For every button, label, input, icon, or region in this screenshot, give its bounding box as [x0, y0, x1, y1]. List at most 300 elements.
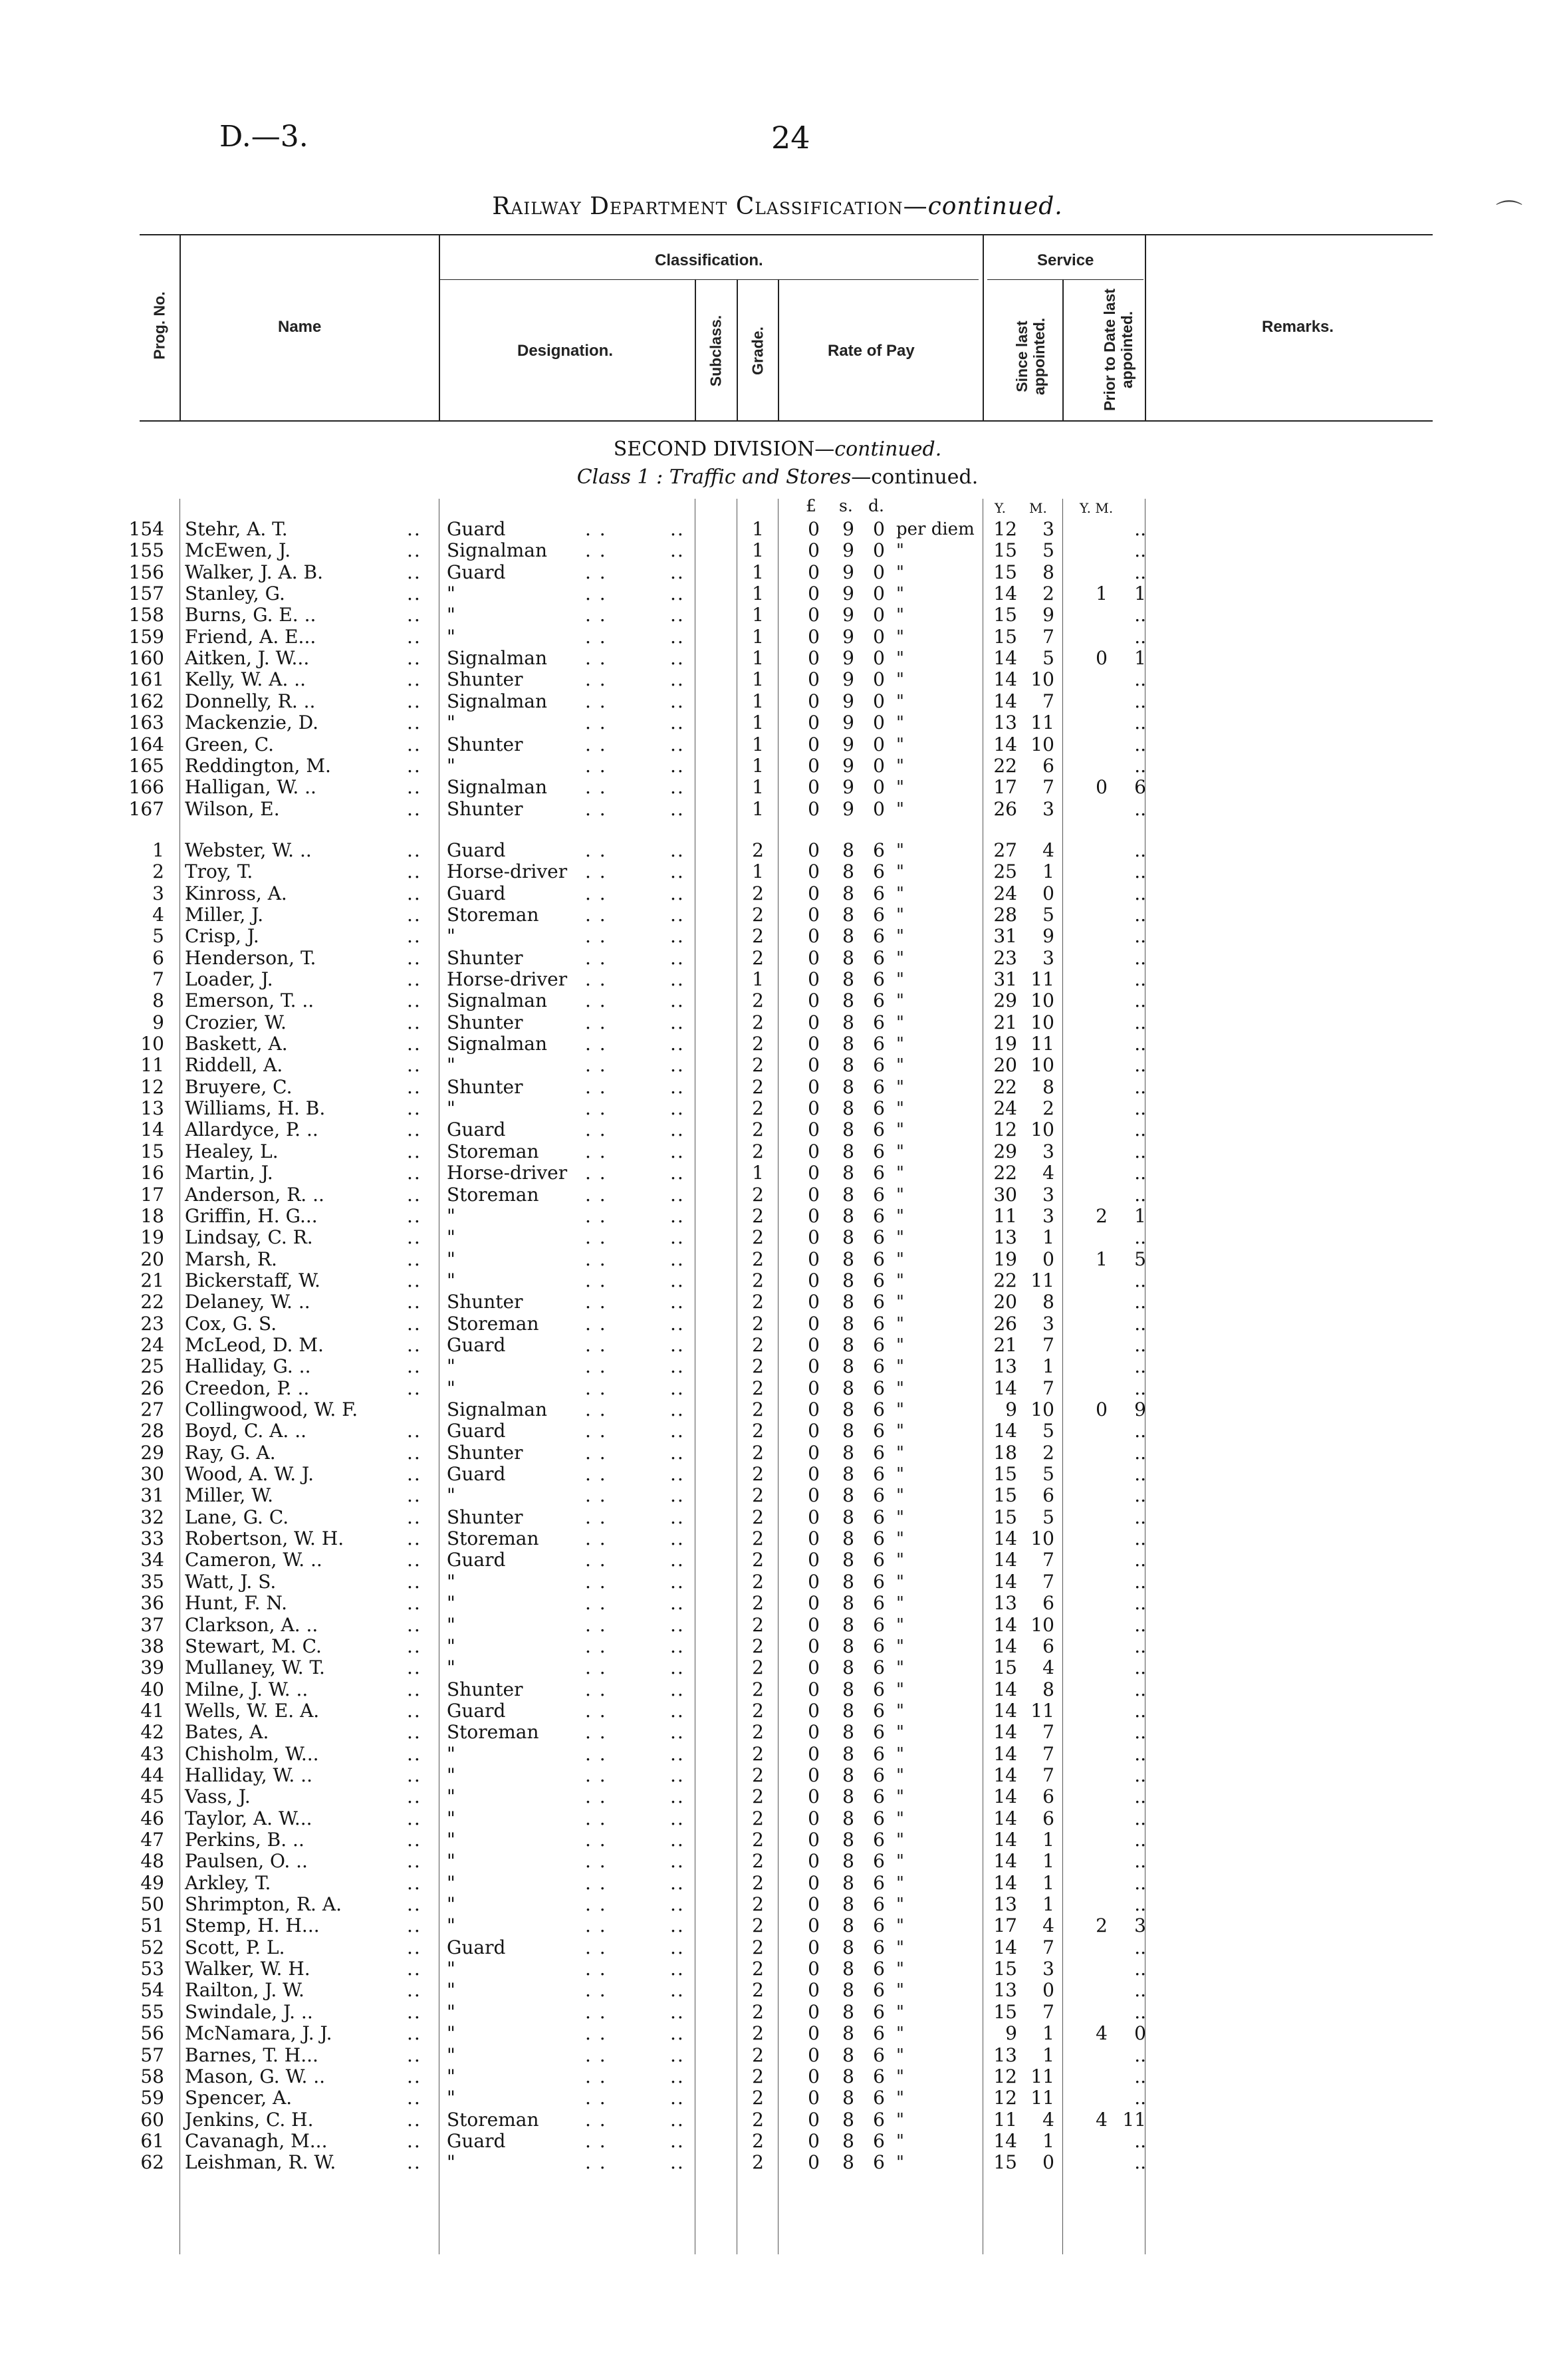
since-years: 14	[993, 1936, 1017, 1958]
since-months: 10	[1030, 1054, 1054, 1077]
table-row	[0, 1485, 1555, 1506]
designation: "	[447, 583, 455, 605]
prior-months: 1	[1134, 1204, 1146, 1227]
pay-period: "	[896, 1593, 904, 1614]
section-subheading	[0, 465, 1555, 489]
pay-pence: 0	[873, 604, 885, 626]
pay-pounds: 0	[808, 1054, 820, 1077]
leader-dots: ..	[670, 1721, 685, 1744]
leader-dots: ..	[670, 733, 685, 755]
leader-dots: ..	[670, 1075, 685, 1098]
pay-pence: 6	[873, 1979, 885, 2002]
leader-dots: ..	[407, 561, 421, 583]
since-months: 8	[1042, 561, 1054, 583]
employee-name: Friend, A. E...	[185, 625, 316, 648]
leader-dots: ..	[407, 1011, 421, 1033]
prog-no: 45	[140, 1785, 164, 1808]
grade: 2	[752, 2108, 764, 2131]
since-months: 7	[1042, 2000, 1054, 2023]
leader-dots: ..	[670, 1764, 685, 1786]
pay-pence: 6	[873, 1936, 885, 1958]
header-since-last: Since last appointed.	[1013, 317, 1048, 396]
employee-name: Bates, A.	[185, 1721, 269, 1744]
since-years: 11	[993, 2108, 1017, 2131]
since-years: 12	[993, 2087, 1017, 2109]
designation: Guard	[447, 1420, 506, 1442]
since-months: 1	[1042, 1355, 1054, 1378]
pay-pounds: 0	[808, 1635, 820, 1657]
leader-dots: ..	[407, 1119, 421, 1141]
since-months: 10	[1030, 1613, 1054, 1636]
since-months: 10	[1030, 668, 1054, 691]
prior-years: 0	[1096, 647, 1108, 670]
pay-pounds: 0	[808, 860, 820, 883]
grade: 2	[752, 1333, 764, 1356]
pay-pounds: 0	[808, 925, 820, 948]
designation: Horse-driver	[447, 1162, 568, 1184]
leader-dots: ..	[670, 668, 685, 691]
employee-name: Swindale, J. ..	[185, 2000, 313, 2023]
table-row	[0, 1206, 1555, 1227]
since-months: 0	[1042, 2151, 1054, 2174]
since-years: 14	[993, 1613, 1017, 1636]
leader-dots: . .	[585, 839, 607, 861]
leader-dots: ..	[407, 647, 421, 670]
leader-dots: . .	[585, 1871, 607, 1894]
prior-years: 4	[1096, 2022, 1108, 2045]
leader-dots: ..	[670, 1549, 685, 1571]
pay-pounds: 0	[808, 1441, 820, 1464]
leader-dots: ..	[407, 1269, 421, 1291]
prior-months: 1	[1134, 583, 1146, 605]
since-years: 15	[993, 561, 1017, 583]
pay-pounds: 0	[808, 2129, 820, 2152]
grade: 2	[752, 1979, 764, 2002]
grade: 2	[752, 1140, 764, 1162]
table-row	[0, 1808, 1555, 1829]
prior-months: ..	[1134, 1463, 1146, 1486]
leader-dots: . .	[585, 2000, 607, 2023]
employee-name: Aitken, J. W...	[185, 647, 310, 670]
leader-dots: . .	[585, 668, 607, 691]
designation: Shunter	[447, 1291, 523, 1313]
pay-period: "	[896, 1571, 904, 1592]
grade: 1	[752, 604, 764, 626]
leader-dots: ..	[670, 1248, 685, 1270]
leader-dots: . .	[585, 1140, 607, 1162]
prior-months: ..	[1134, 2087, 1146, 2109]
table-row	[0, 604, 1555, 626]
designation: "	[447, 2151, 455, 2174]
grade: 2	[752, 1269, 764, 1291]
since-years: 15	[993, 2151, 1017, 2174]
employee-name: Healey, L.	[185, 1140, 279, 1162]
pay-pence: 6	[873, 1248, 885, 1270]
prior-months: ..	[1134, 1829, 1146, 1851]
pay-period: "	[896, 1421, 904, 1442]
prior-years: 4	[1096, 2108, 1108, 2131]
grade: 1	[752, 539, 764, 562]
prog-no: 161	[128, 668, 164, 691]
employee-name: Lane, G. C.	[185, 1506, 289, 1528]
designation: "	[447, 1097, 455, 1120]
leader-dots: ..	[407, 539, 421, 562]
since-months: 5	[1042, 647, 1054, 670]
prog-no: 61	[140, 2129, 164, 2152]
table-row	[0, 519, 1555, 540]
pay-shillings: 8	[842, 1613, 854, 1636]
since-years: 24	[993, 882, 1017, 904]
since-years: 13	[993, 1592, 1017, 1615]
designation: "	[447, 1226, 455, 1249]
grade: 2	[752, 1807, 764, 1829]
table-row	[0, 840, 1555, 861]
prior-months: ..	[1134, 1011, 1146, 1033]
employee-name: Martin, J.	[185, 1162, 273, 1184]
table-row	[0, 1873, 1555, 1894]
pay-shillings: 9	[842, 690, 854, 712]
prog-no: 55	[140, 2000, 164, 2023]
since-months: 7	[1042, 776, 1054, 799]
grade: 2	[752, 1613, 764, 1636]
employee-name: Spencer, A.	[185, 2087, 293, 2109]
grade: 2	[752, 1463, 764, 1486]
leader-dots: ..	[407, 1785, 421, 1808]
grade: 2	[752, 1054, 764, 1077]
employee-name: Emerson, T. ..	[185, 990, 314, 1012]
since-years: 17	[993, 776, 1017, 799]
pay-period: "	[896, 1228, 904, 1248]
table-row	[0, 734, 1555, 755]
since-years: 21	[993, 1011, 1017, 1033]
grade: 2	[752, 2000, 764, 2023]
since-years: 14	[993, 1699, 1017, 1722]
leader-dots: . .	[585, 1420, 607, 1442]
pay-period: "	[896, 1163, 904, 1184]
pay-pounds: 0	[808, 2065, 820, 2087]
pay-period: "	[896, 2153, 904, 2173]
pay-pounds: 0	[808, 2087, 820, 2109]
leader-dots: . .	[585, 1958, 607, 1980]
leader-dots: . .	[585, 1592, 607, 1615]
prior-months: ..	[1134, 1592, 1146, 1615]
prog-no: 10	[140, 1033, 164, 1055]
pay-pence: 6	[873, 1635, 885, 1657]
table-row	[0, 883, 1555, 904]
pay-pence: 6	[873, 1721, 885, 1744]
prog-no: 37	[140, 1613, 164, 1636]
pay-period: "	[896, 1486, 904, 1506]
grade: 2	[752, 1119, 764, 1141]
pay-pence: 6	[873, 1075, 885, 1098]
leader-dots: ..	[407, 518, 421, 540]
section-class: Class 1 :	[576, 465, 669, 489]
employee-name: Griffin, H. G...	[185, 1204, 318, 1227]
employee-name: Stewart, M. C.	[185, 1635, 322, 1657]
employee-name: Taylor, A. W...	[185, 1807, 312, 1829]
leader-dots: . .	[585, 946, 607, 969]
pay-period: "	[896, 1184, 904, 1205]
leader-dots: . .	[585, 1033, 607, 1055]
prog-no: 165	[128, 754, 164, 777]
grade: 1	[752, 968, 764, 990]
pay-period: "	[896, 1034, 904, 1055]
employee-name: Miller, W.	[185, 1484, 273, 1507]
grade: 1	[752, 518, 764, 540]
pay-period: "	[896, 2024, 904, 2044]
prog-no: 155	[128, 539, 164, 562]
since-months: 1	[1042, 2129, 1054, 2152]
employee-name: Webster, W. ..	[185, 839, 312, 861]
leader-dots: ..	[407, 1592, 421, 1615]
leader-dots: ..	[407, 797, 421, 820]
leader-dots: ..	[407, 1936, 421, 1958]
leader-dots: ..	[670, 1484, 685, 1507]
designation: Shunter	[447, 1075, 523, 1098]
employee-name: Wilson, E.	[185, 797, 280, 820]
pay-pence: 6	[873, 1355, 885, 1378]
pay-shillings: 8	[842, 1226, 854, 1249]
prog-no: 11	[140, 1054, 164, 1077]
pay-pounds: 0	[808, 1204, 820, 1227]
leader-dots: ..	[407, 1355, 421, 1378]
employee-name: Mackenzie, D.	[185, 712, 319, 734]
pay-pence: 6	[873, 1871, 885, 1894]
since-years: 9	[1005, 1398, 1017, 1420]
leader-dots: ..	[407, 1742, 421, 1765]
table-row	[0, 669, 1555, 690]
since-years: 14	[993, 1377, 1017, 1399]
since-years: 14	[993, 1570, 1017, 1593]
pay-pounds: 0	[808, 1162, 820, 1184]
pay-pounds: 0	[808, 668, 820, 691]
prog-no: 62	[140, 2151, 164, 2174]
since-months: 6	[1042, 1484, 1054, 1507]
grade: 2	[752, 1936, 764, 1958]
classification-rule	[440, 279, 979, 280]
employee-name: Arkley, T.	[185, 1871, 271, 1894]
leader-dots: ..	[407, 583, 421, 605]
prior-months: 11	[1122, 2108, 1146, 2131]
since-months: 3	[1042, 518, 1054, 540]
unit-pound: £	[806, 496, 816, 515]
pay-shillings: 8	[842, 1075, 854, 1098]
designation: "	[447, 1355, 455, 1378]
table-row	[0, 1141, 1555, 1162]
prog-no: 12	[140, 1075, 164, 1098]
pay-period: "	[896, 1077, 904, 1097]
grade: 2	[752, 1484, 764, 1507]
pay-period: "	[896, 2045, 904, 2065]
since-years: 15	[993, 539, 1017, 562]
since-years: 25	[993, 860, 1017, 883]
pay-pounds: 0	[808, 1484, 820, 1507]
designation: "	[447, 1484, 455, 1507]
pay-pounds: 0	[808, 1656, 820, 1679]
prior-months: ..	[1134, 1742, 1146, 1765]
pay-period: "	[896, 1249, 904, 1269]
since-months: 7	[1042, 1333, 1054, 1356]
pay-period: "	[896, 1916, 904, 1936]
leader-dots: . .	[585, 1075, 607, 1098]
leader-dots: ..	[670, 1226, 685, 1249]
pay-period: "	[896, 2002, 904, 2022]
leader-dots: . .	[585, 1915, 607, 1937]
prior-months: ..	[1134, 754, 1146, 777]
since-months: 2	[1042, 583, 1054, 605]
since-months: 7	[1042, 625, 1054, 648]
since-years: 15	[993, 1506, 1017, 1528]
employee-name: Cavanagh, M...	[185, 2129, 328, 2152]
designation: "	[447, 1764, 455, 1786]
leader-dots: . .	[585, 776, 607, 799]
table-row	[0, 1227, 1555, 1248]
since-years: 20	[993, 1054, 1017, 1077]
leader-dots: . .	[585, 1463, 607, 1486]
employee-name: Baskett, A.	[185, 1033, 288, 1055]
table-row	[0, 1420, 1555, 1442]
pay-shillings: 8	[842, 1140, 854, 1162]
page-title	[0, 193, 1555, 220]
leader-dots: ..	[407, 1054, 421, 1077]
since-months: 2	[1042, 1097, 1054, 1120]
designation: "	[447, 1570, 455, 1593]
table-row	[0, 1700, 1555, 1722]
prior-months: ..	[1134, 797, 1146, 820]
prior-months: ..	[1134, 2065, 1146, 2087]
pay-pence: 6	[873, 860, 885, 883]
pay-pounds: 0	[808, 754, 820, 777]
pay-period: "	[896, 1744, 904, 1764]
designation: "	[447, 1269, 455, 1291]
employee-name: Green, C.	[185, 733, 275, 755]
leader-dots: . .	[585, 1742, 607, 1765]
prior-months: 0	[1134, 2022, 1146, 2045]
pay-pounds: 0	[808, 1807, 820, 1829]
leader-dots: ..	[407, 1656, 421, 1679]
employee-name: Shrimpton, R. A.	[185, 1893, 342, 1916]
leader-dots: . .	[585, 2022, 607, 2045]
employee-name: Barnes, T. H...	[185, 2044, 318, 2066]
pay-pence: 6	[873, 2065, 885, 2087]
designation: Shunter	[447, 1011, 523, 1033]
prog-no: 22	[140, 1291, 164, 1313]
prog-no: 1	[152, 839, 164, 861]
prior-months: ..	[1134, 712, 1146, 734]
since-years: 20	[993, 1291, 1017, 1313]
table-row	[0, 755, 1555, 777]
designation: Guard	[447, 561, 506, 583]
prog-no: 156	[128, 561, 164, 583]
prior-years: 1	[1096, 1248, 1108, 1270]
since-months: 10	[1030, 733, 1054, 755]
grade: 2	[752, 1506, 764, 1528]
since-months: 6	[1042, 1785, 1054, 1808]
leader-dots: ..	[670, 1463, 685, 1486]
employee-name: Loader, J.	[185, 968, 273, 990]
pay-pence: 6	[873, 1226, 885, 1249]
leader-dots: ..	[407, 1097, 421, 1120]
leader-dots: ..	[670, 561, 685, 583]
prog-no: 18	[140, 1204, 164, 1227]
table-row	[0, 1012, 1555, 1033]
table-row	[0, 1615, 1555, 1636]
pay-pounds: 0	[808, 1527, 820, 1550]
since-months: 5	[1042, 539, 1054, 562]
pay-pence: 6	[873, 1592, 885, 1615]
prior-months: ..	[1134, 1764, 1146, 1786]
grade: 1	[752, 712, 764, 734]
leader-dots: ..	[407, 1570, 421, 1593]
pay-pence: 6	[873, 1033, 885, 1055]
pay-pounds: 0	[808, 690, 820, 712]
since-years: 13	[993, 1355, 1017, 1378]
since-years: 14	[993, 583, 1017, 605]
leader-dots: . .	[585, 1721, 607, 1744]
prior-months: ..	[1134, 903, 1146, 926]
employee-name: Bruyere, C.	[185, 1075, 293, 1098]
leader-dots: ..	[670, 2108, 685, 2131]
grade: 2	[752, 1183, 764, 1206]
pay-period: "	[896, 584, 904, 604]
leader-dots: ..	[670, 1333, 685, 1356]
pay-period: "	[896, 1615, 904, 1635]
since-months: 5	[1042, 1506, 1054, 1528]
grade: 2	[752, 1248, 764, 1270]
pay-pence: 6	[873, 1204, 885, 1227]
pay-pounds: 0	[808, 1248, 820, 1270]
pay-shillings: 9	[842, 668, 854, 691]
leader-dots: ..	[407, 1248, 421, 1270]
pay-pence: 6	[873, 1829, 885, 1851]
leader-dots: ..	[407, 1484, 421, 1507]
prior-months: ..	[1134, 1958, 1146, 1980]
pay-shillings: 8	[842, 2108, 854, 2131]
leader-dots: . .	[585, 1549, 607, 1571]
pay-pounds: 0	[808, 604, 820, 626]
leader-dots: ..	[407, 1871, 421, 1894]
since-years: 15	[993, 1958, 1017, 1980]
prog-no: 35	[140, 1570, 164, 1593]
leader-dots: ..	[407, 1699, 421, 1722]
employee-name: Leishman, R. W.	[185, 2151, 336, 2174]
designation: Guard	[447, 839, 506, 861]
designation: "	[447, 1915, 455, 1937]
leader-dots: ..	[407, 754, 421, 777]
pay-period: "	[896, 1830, 904, 1850]
grade: 2	[752, 1377, 764, 1399]
pay-pounds: 0	[808, 583, 820, 605]
leader-dots: ..	[407, 1140, 421, 1162]
pay-pounds: 0	[808, 1549, 820, 1571]
table-top-rule	[140, 234, 1433, 235]
since-months: 11	[1030, 1269, 1054, 1291]
pay-period: "	[896, 1529, 904, 1549]
pay-period: "	[896, 840, 904, 860]
leader-dots: ..	[407, 1377, 421, 1399]
table-row	[0, 1119, 1555, 1140]
leader-dots: ..	[407, 1915, 421, 1937]
prior-months: ..	[1134, 690, 1146, 712]
leader-dots: . .	[585, 1678, 607, 1700]
pay-pence: 0	[873, 712, 885, 734]
grade: 1	[752, 754, 764, 777]
grade: 1	[752, 733, 764, 755]
pay-shillings: 8	[842, 968, 854, 990]
since-years: 27	[993, 839, 1017, 861]
prior-months: ..	[1134, 1097, 1146, 1120]
pay-pence: 6	[873, 1893, 885, 1916]
